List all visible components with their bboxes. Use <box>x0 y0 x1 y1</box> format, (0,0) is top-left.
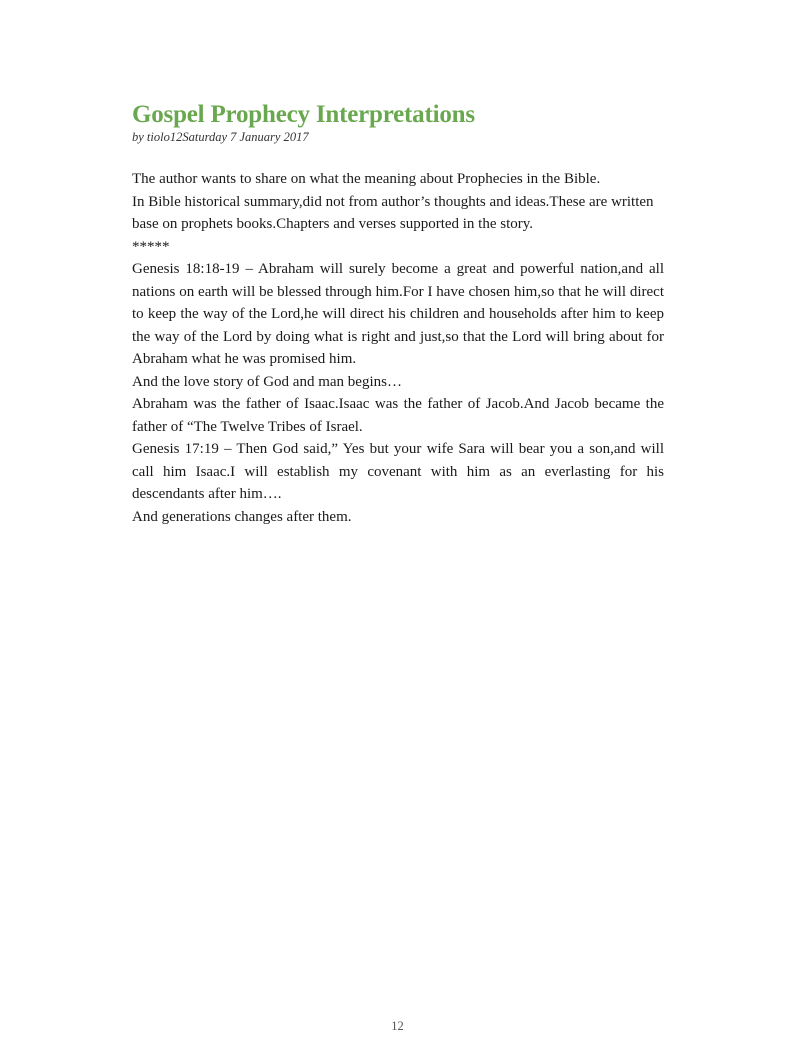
genesis-18-paragraph: Genesis 18:18-19 – Abraham will surely become a great and powerful nation,and all nations on earth will be blessed through him.For I have chosen him,so that he will direct to keep the way of the Lord,he will direct his children and households after him to keep the way of the Lord by doing what is right and just,so that the Lord will bring about for Abraham what he was promised him. <box>132 261 664 367</box>
summary-paragraph: In Bible historical summary,did not from author’s thoughts and ideas.These are written base on prophets books.Chapters and verses supported in the story. <box>132 193 654 232</box>
document-body <box>132 168 664 528</box>
page-number: 12 <box>391 1019 404 1033</box>
document-title: Gospel Prophecy Interpretations <box>132 101 475 128</box>
intro-paragraph: The author wants to share on what the meaning about Prophecies in the Bible. <box>132 171 601 187</box>
byline: by tiolo12Saturday 7 January 2017 <box>132 130 309 144</box>
document-page <box>132 100 664 528</box>
genesis-17-paragraph: Genesis 17:19 – Then God said,” Yes but your wife Sara will bear you a son,and will call him Isaac.I will establish my covenant with him as an everlasting for his descendants after him…. <box>132 441 664 502</box>
section-separator: ***** <box>132 238 170 255</box>
generations-paragraph: And generations changes after them. <box>132 508 352 525</box>
love-story-paragraph: And the love story of God and man begins… <box>132 373 402 390</box>
lineage-paragraph: Abraham was the father of Isaac.Isaac was the father of Jacob.And Jacob became the father of “The Twelve Tribes of Israel. <box>132 396 664 435</box>
